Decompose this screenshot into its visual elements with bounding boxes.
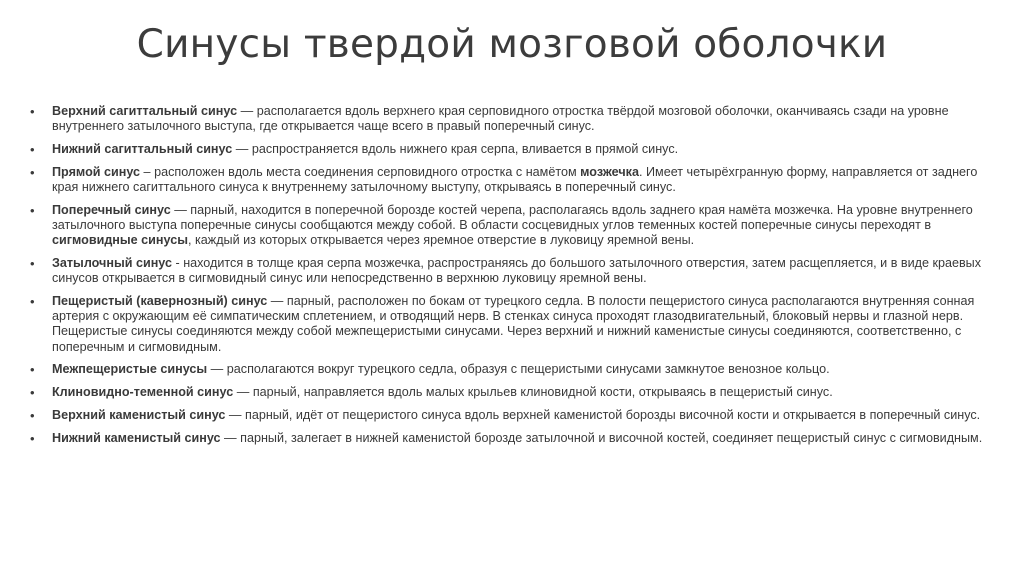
item-term: Верхний каменистый синус [52, 408, 226, 422]
item-text: — парный, находится в поперечной борозде костей черепа, располагаясь вдоль заднего края намёта мозжечка. На уровне внутреннего затылочного выступа поперечные синусы сообщаются между собой. В области сосцевидных углов теменных костей поперечные синусы переходят в [52, 202, 973, 232]
item-text: — парный, идёт от пещеристого синуса вдоль верхней каменистой борозды височной кости и открывается в поперечный синус. [225, 408, 981, 422]
item-text: – расположен вдоль места соединения серповидного отростка с намётом [140, 164, 581, 179]
list-item-inferior-petrosal-sinus [30, 431, 990, 446]
item-term: Межпещеристые синусы [52, 362, 208, 377]
sinus-list [30, 104, 990, 454]
list-item-superior-sagittal-sinus [30, 104, 990, 134]
list-item-inferior-sagittal-sinus [30, 142, 990, 157]
item-term: Нижний сагиттальный синус [52, 142, 233, 156]
item-text: — парный, направляется вдоль малых крыльев клиновидной кости, открываясь в пещеристый синус. [233, 385, 833, 400]
item-term: Поперечный синус [52, 202, 171, 217]
list-item-transverse-sinus [30, 203, 990, 249]
list-item-intercavernous-sinuses [30, 362, 990, 377]
item-text: — распространяется вдоль нижнего края серпа, вливается в прямой синус. [232, 142, 679, 156]
item-term: Прямой синус [52, 164, 141, 179]
item-term: Затылочный синус [52, 256, 172, 270]
item-text: — парный, расположен по бокам от турецкого седла. В полости пещеристого синуса располагаются внутренняя сонная артерия с окружающим её симпатическим сплетением, и отводящий нерв. В стенках синуса проходят глазодвигательный, блоковый нервы и глазной нерв. Пещеристые синусы соединяются между собой межпещеристыми синусами. Через верхний и нижний каменистые синусы соединяются, соответственно, с поперечным и сигмовидным. [52, 294, 975, 354]
list-item-occipital-sinus [30, 256, 990, 286]
item-text: , каждый из которых открывается через яремное отверстие в луковицу яремной вены. [187, 233, 695, 248]
item-text: — парный, залегает в нижней каменистой борозде затылочной и височной костей, соединяет пещеристый синус с сигмовидным. [220, 430, 983, 445]
list-item-sphenoparietal-sinus [30, 385, 990, 400]
item-term: Пещеристый (кавернозный) синус [52, 294, 268, 308]
list-item-superior-petrosal-sinus [30, 408, 990, 423]
item-term: Клиновидно-теменной синус [52, 385, 234, 400]
item-text: - находится в толще края серпа мозжечка, распространяясь до большого затылочного отверстия, затем расщепляется, и в виде краевых синусов открывается в сигмовидный синус или непосредственно в верхнюю луковицу яремной вены. [52, 256, 982, 286]
item-text: — располагается вдоль верхнего края серповидного отростка твёрдой мозговой оболочки, оканчиваясь сзади на уровне внутреннего затылочного выступа, где открывается чаще всего в правый поперечный синус. [52, 104, 949, 134]
item-strong-inline: мозжечка [580, 164, 639, 179]
item-strong-inline: сигмовидные синусы [52, 233, 188, 248]
item-term: Нижний каменистый синус [52, 430, 221, 445]
item-term: Верхний сагиттальный синус [52, 104, 238, 118]
list-item-straight-sinus [30, 165, 990, 195]
item-text: — располагаются вокруг турецкого седла, образуя с пещеристыми синусами замкнутое венозное кольцо. [207, 362, 830, 377]
item-text: . Имеет четырёхгранную форму, направляется от заднего края нижнего сагиттального синуса к внутреннему затылочному выступу, открываясь в поперечный синус. [52, 164, 978, 194]
list-item-cavernous-sinus [30, 294, 990, 355]
slide-title: Синусы твердой мозговой оболочки [136, 22, 888, 67]
